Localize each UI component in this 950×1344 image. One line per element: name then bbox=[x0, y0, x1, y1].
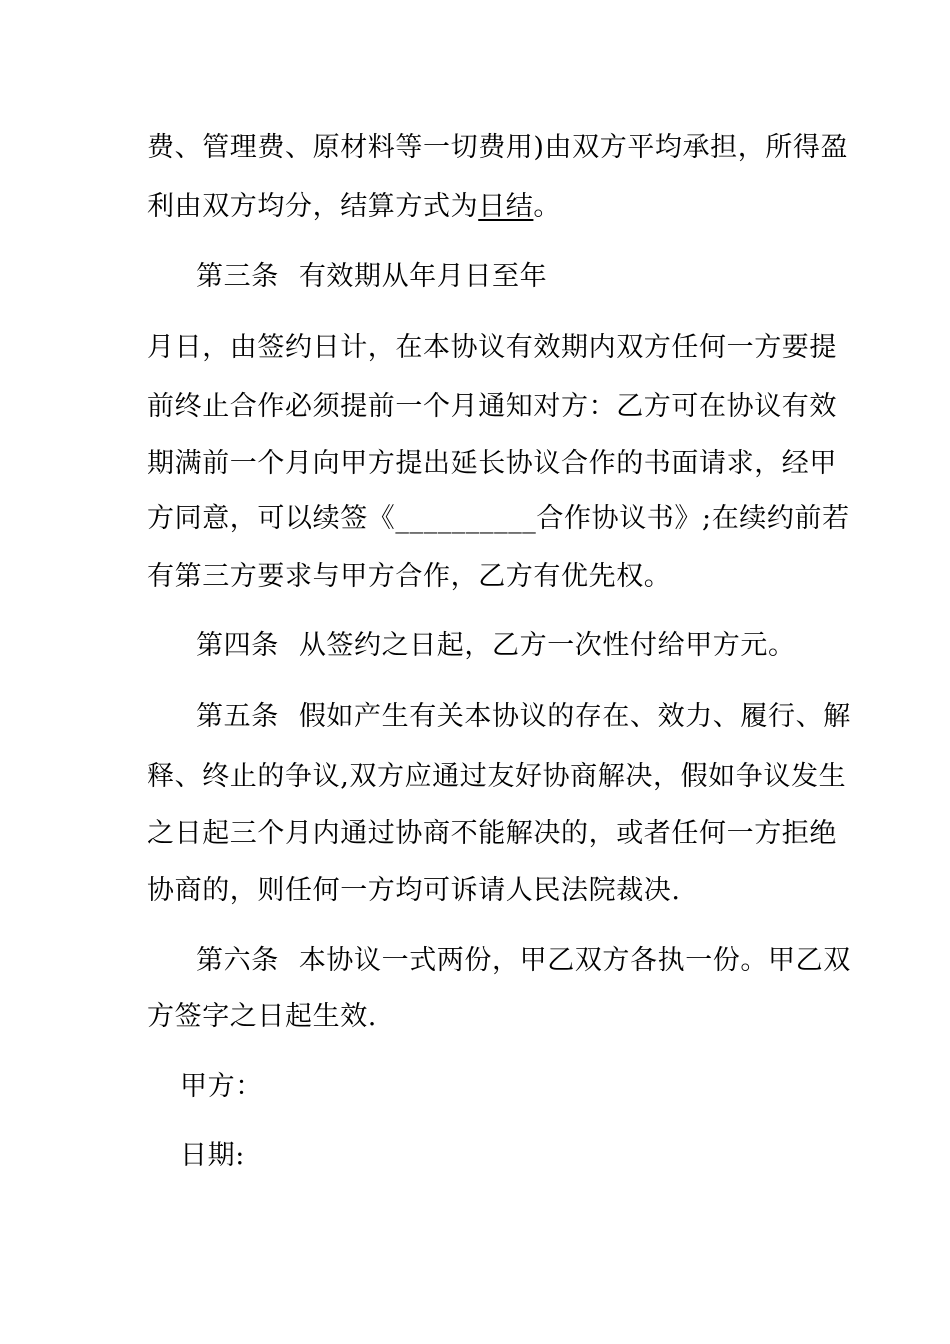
text: 前终止合作必须提前一个月通知对方：乙方可在协议有效 bbox=[147, 391, 837, 422]
party-a-signature-label bbox=[180, 1070, 263, 1104]
article-6-heading-line bbox=[196, 944, 851, 978]
body-text-line bbox=[147, 560, 671, 594]
text: 期满前一个月向甲方提出延长协议合作的书面请求，经甲 bbox=[147, 448, 837, 479]
body-text-line bbox=[147, 390, 837, 424]
text: 合作协议书》;在续约前若 bbox=[536, 503, 850, 534]
body-text-line bbox=[147, 131, 848, 165]
text: 之日起三个月内通过协商不能解决的，或者任何一方拒绝 bbox=[147, 818, 837, 849]
article-3-label: 第三条 bbox=[196, 261, 279, 292]
article-3-heading-line bbox=[196, 260, 547, 294]
text: 有第三方要求与甲方合作，乙方有优先权。 bbox=[147, 561, 672, 592]
article-4-line bbox=[196, 629, 796, 663]
text: 利由双方均分，结算方式为 bbox=[147, 191, 479, 222]
article-5-heading-line bbox=[196, 700, 851, 734]
text: 协商的，则任何一方均可诉请人民法院裁决. bbox=[147, 875, 681, 906]
text: 日期: bbox=[180, 1140, 245, 1171]
date-label bbox=[180, 1139, 245, 1173]
body-text-line bbox=[147, 760, 846, 794]
article-5-label: 第五条 bbox=[196, 701, 279, 732]
body-text-line bbox=[147, 817, 837, 851]
settlement-method-underlined: 日结 bbox=[478, 191, 534, 222]
body-text-line bbox=[147, 1000, 377, 1034]
body-text-line bbox=[147, 447, 837, 481]
text: 方签字之日起生效. bbox=[147, 1001, 377, 1032]
text: 方同意，可以续签《 bbox=[147, 503, 396, 534]
article-4-label: 第四条 bbox=[196, 630, 279, 661]
text: 本协议一式两份，甲乙双方各执一份。甲乙双 bbox=[298, 945, 851, 976]
text: 释、终止的争议,双方应通过友好协商解决，假如争议发生 bbox=[147, 761, 847, 792]
text: 月日，由签约日计，在本协议有效期内双方任何一方要提 bbox=[147, 332, 837, 363]
body-text-line bbox=[147, 190, 561, 224]
text: 费、管理费、原材料等一切费用)由双方平均承担，所得盈 bbox=[147, 132, 849, 163]
text: 甲方： bbox=[180, 1071, 263, 1102]
body-text-line bbox=[147, 331, 837, 365]
text: 从签约之日起，乙方一次性付给甲方元。 bbox=[298, 630, 796, 661]
body-text-line bbox=[147, 874, 681, 908]
text: 假如产生有关本协议的存在、效力、履行、解 bbox=[298, 701, 851, 732]
text: 有效期从年月日至年 bbox=[298, 261, 548, 292]
body-text-line bbox=[147, 502, 850, 536]
blank-fill-line: __________ bbox=[395, 503, 537, 534]
text: 。 bbox=[533, 191, 562, 222]
article-6-label: 第六条 bbox=[196, 945, 279, 976]
